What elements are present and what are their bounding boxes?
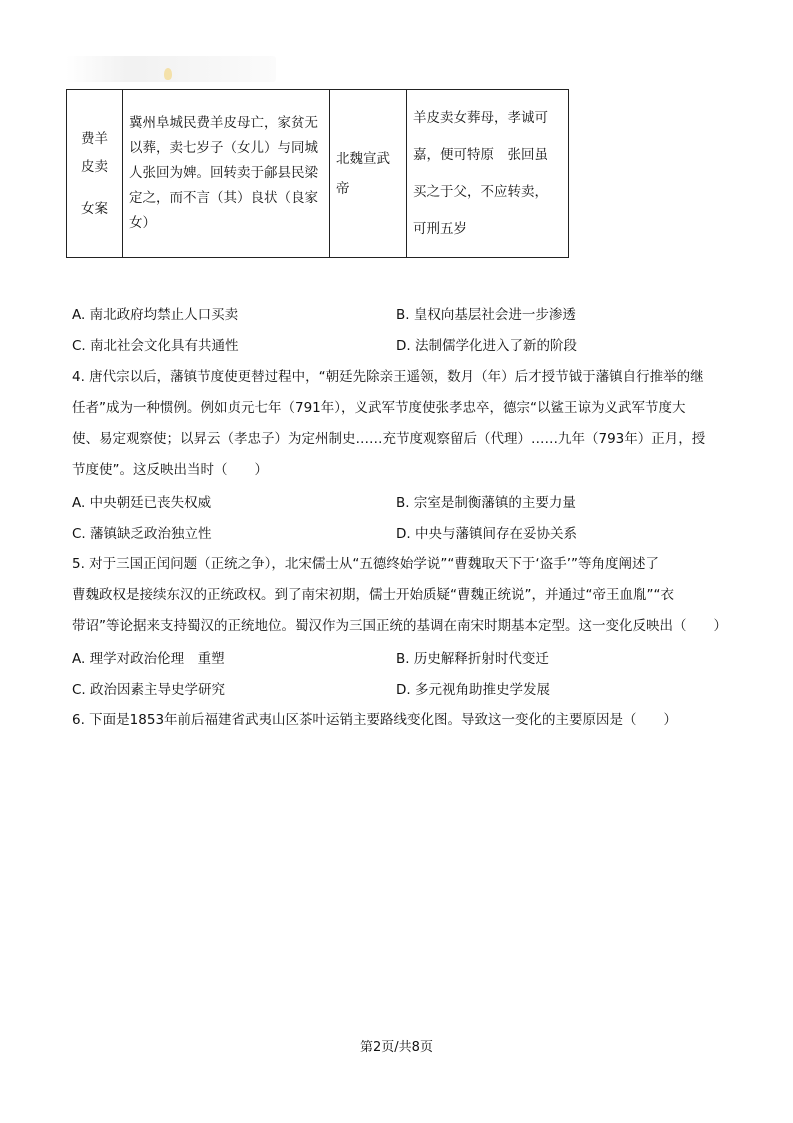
verdict-line: 可刑五岁 [413,220,467,237]
facts-line: 人张回为婢。回转卖于鄃县民梁 [129,165,318,181]
q5-stem [72,549,728,642]
case-name-line: 女案 [81,200,108,217]
table-row [67,90,569,258]
q4-stem [72,362,728,486]
logo-mark [164,68,172,80]
q5-option-a[interactable]: A. 理学对政治伦理 重塑 [72,651,225,667]
q6-stem-line: 6. 下面是1853年前后福建省武夷山区茶叶运销主要路线变化图。导致这一变化的主要原因是（ ） [72,712,678,728]
q5-option-c[interactable]: C. 政治因素主导史学研究 [72,682,226,698]
q3-option-a[interactable]: A. 南北政府均禁止人口买卖 [72,307,239,323]
case-name-line: 费羊 [81,130,108,147]
facts-line: 冀州阜城民费羊皮母亡，家贫无 [129,115,318,131]
header-watermark [66,56,276,82]
q4-stem-line: 使、易定观察使；以昇云（孝忠子）为定州制史……充节度观察留后（代理）……九年（793年）正月，授 [72,431,706,447]
q5-stem-line: 曹魏政权是接续东汉的正统政权。到了南宋初期，儒士开始质疑“曹魏正统说”，并通过“帝王血胤”“衣 [72,587,674,603]
q3-option-d[interactable]: D. 法制儒学化进入了新的阶段 [396,338,577,354]
q4-option-c[interactable]: C. 藩镇缺乏政治独立性 [72,526,212,542]
verdict-line: 嘉，便可特原 张回虽 [413,146,548,163]
q4-option-b[interactable]: B. 宗室是制衡藩镇的主要力量 [396,495,576,511]
case-table [66,89,569,258]
q4-stem-line: 任者”成为一种惯例。例如贞元七年（791年），义武军节度使张孝忠卒，德宗“以鲨王谅为义武军节度大 [72,400,686,416]
q4-option-d[interactable]: D. 中央与藩镇间存在妥协关系 [396,526,577,542]
q5-option-d[interactable]: D. 多元视角助推史学发展 [396,682,550,698]
q5-option-b[interactable]: B. 历史解释折射时代变迁 [396,651,549,667]
q3-option-b[interactable]: B. 皇权向基层社会进一步渗透 [396,307,576,323]
era-line: 北魏宣武 [336,150,390,167]
facts-cell [123,90,330,258]
q4-stem-line: 4. 唐代宗以后，藩镇节度使更替过程中，“朝廷先除亲王遥领，数月（年）后才授节钺于藩镇自行推举的继 [72,369,704,385]
q3-option-c[interactable]: C. 南北社会文化具有共通性 [72,338,239,354]
case-name-cell [67,90,123,258]
q5-stem-line: 带诏”等论据来支持蜀汉的正统地位。蜀汉作为三国正统的基调在南宋时期基本定型。这一变化反映出（ ） [72,618,727,634]
verdict-line: 买之于父，不应转卖， [413,183,548,200]
era-cell [330,90,407,258]
q4-stem-line: 节度使”。这反映出当时（ ） [72,462,268,478]
verdict-cell [407,90,569,258]
facts-line: 女） [129,215,156,231]
page-footer: 第2页/共8页 [360,1040,433,1055]
facts-line: 以葬，卖七岁子（女儿）与同城 [129,140,318,156]
q5-stem-line: 5. 对于三国正闰问题（正统之争），北宋儒士从“五德终始学说”“曹魏取天下于‘盗手’”等角度阐述了 [72,556,659,572]
facts-line: 定之，而不言（其）良状（良家 [129,190,318,206]
case-name-line: 皮卖 [81,158,108,175]
q6-stem [72,705,728,736]
q4-option-a[interactable]: A. 中央朝廷已丧失权威 [72,495,212,511]
verdict-line: 羊皮卖女葬母，孝诚可 [413,109,548,126]
era-line: 帝 [336,180,350,197]
